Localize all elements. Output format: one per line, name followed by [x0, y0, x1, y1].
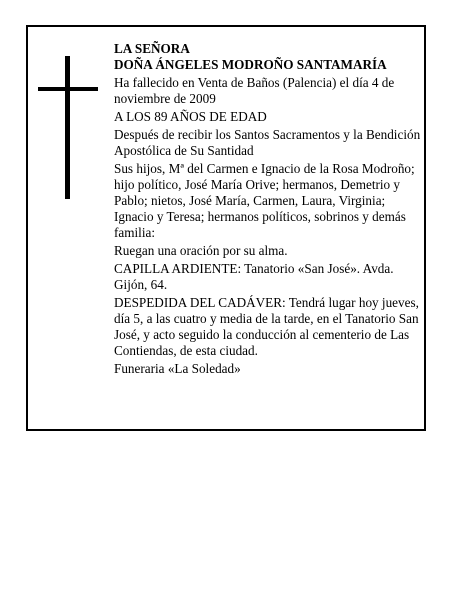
cross-horizontal-bar [38, 87, 98, 91]
sacraments-text: Después de recibir los Santos Sacramentos y la Bendición Apostólica de Su Santidad [114, 127, 421, 158]
deceased-name: DOÑA ÁNGELES MODROÑO SANTAMARÍA [114, 57, 387, 72]
cross-vertical-bar [65, 56, 70, 199]
notice-text [114, 41, 424, 379]
cross-icon [38, 56, 98, 199]
prayer-request: Ruegan una oración por su alma. [114, 243, 288, 258]
funeral-home: Funeraria «La Soledad» [114, 361, 241, 376]
obituary-notice [26, 25, 426, 431]
chapel-info: CAPILLA ARDIENTE: Tanatorio «San José». Avda. Gijón, 64. [114, 261, 394, 292]
age-at-death: A LOS 89 AÑOS DE EDAD [114, 109, 267, 124]
family-list: Sus hijos, Mª del Carmen e Ignacio de la Rosa Modroño; hijo político, José María Orive; hermanos, Demetrio y Pablo; nietos, José María, Carmen, Laura, Virginia; Ignacio y Teresa; hermanos políticos, sobrinos y demás familia: [114, 161, 415, 240]
farewell-info: DESPEDIDA DEL CADÁVER: Tendrá lugar hoy jueves, día 5, a las cuatro y media de la tarde, en el Tanatorio San José, y acto seguido la conducción al cementerio de Las Contiendas, de esta ciudad. [114, 295, 419, 358]
notice-heading: LA SEÑORA [114, 41, 190, 56]
death-announcement: Ha fallecido en Venta de Baños (Palencia) el día 4 de noviembre de 2009 [114, 75, 395, 106]
